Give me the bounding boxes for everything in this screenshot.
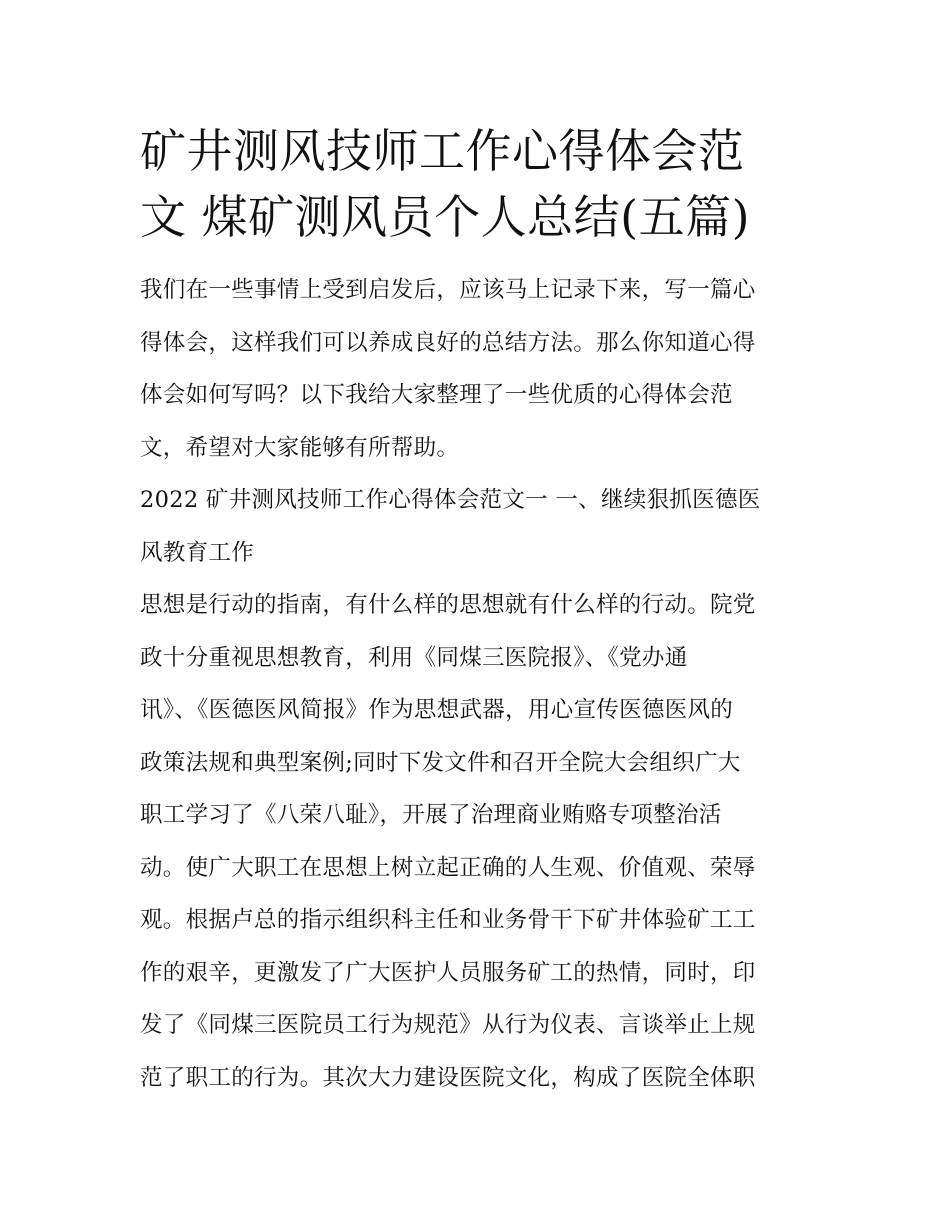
text-line: 发了《同煤三医院员工行为规范》从行为仪表、言谈举止上规 [140, 1012, 756, 1038]
intro-paragraph [140, 264, 812, 474]
text-line: 范了职工的行为。其次大力建设医院文化，构成了医院全体职 [140, 1064, 756, 1091]
text-line: 职工学习了《八荣八耻》，开展了治理商业贿赂专项整治活 [140, 802, 722, 828]
text-line: 文，希望对大家能够有所帮助。 [140, 434, 460, 461]
text-line: 政策法规和典型案例;同时下发文件和召开全院大会组织广大 [140, 749, 741, 776]
body-paragraph [140, 579, 812, 1104]
text-line: 作的艰辛，更激发了广大医护人员服务矿工的热情，同时，印 [140, 959, 756, 986]
document-title [140, 118, 812, 250]
text-line: 观。根据卢总的指示组织科主任和业务骨干下矿井体验矿工工 [140, 907, 756, 933]
text-line: 2022 矿井测风技师工作心得体会范文一 一、继续狠抓医德医 [140, 487, 761, 513]
section-heading [140, 474, 812, 579]
text-line: 得体会，这样我们可以养成良好的总结方法。那么你知道心得 [140, 329, 756, 356]
text-line: 体会如何写吗？以下我给大家整理了一些优质的心得体会范 [140, 382, 733, 408]
title-line: 矿井测风技师工作心得体会范 [140, 124, 745, 178]
text-line: 风教育工作 [140, 539, 255, 566]
document-page [140, 118, 812, 1104]
text-line: 讯》、《医德医风简报》作为思想武器，用心宣传医德医风的 [140, 697, 734, 723]
title-line: 文 煤矿测风员个人总结(五篇) [140, 190, 751, 244]
text-line: 我们在一些事情上受到启发后，应该马上记录下来，写一篇心 [140, 277, 756, 303]
text-line: 思想是行动的指南，有什么样的思想就有什么样的行动。院党 [140, 592, 756, 618]
text-line: 政十分重视思想教育，利用《同煤三医院报》、《党办通 [140, 644, 688, 671]
text-line: 动。使广大职工在思想上树立起正确的人生观、价值观、荣辱 [140, 854, 756, 881]
